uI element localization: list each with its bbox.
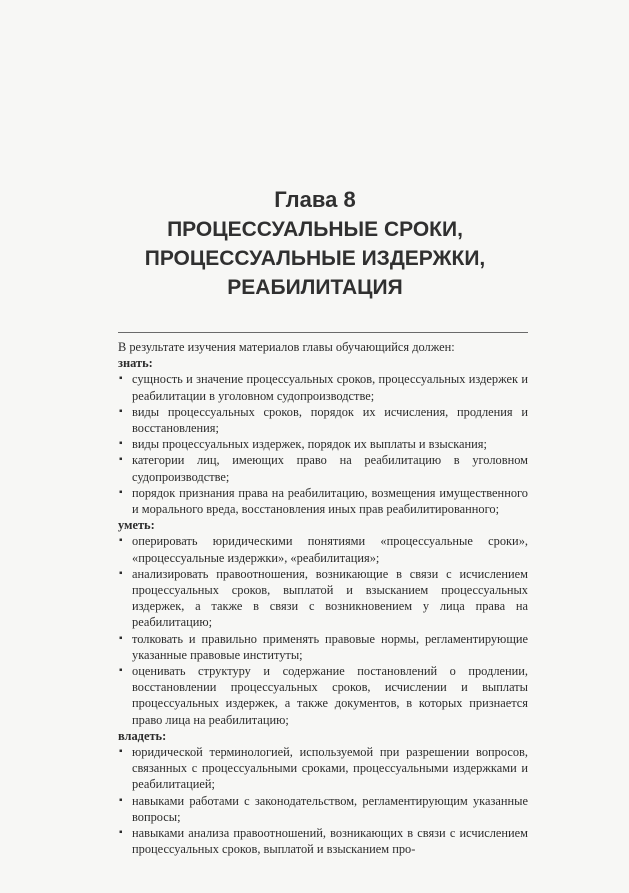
bullet-icon: ▪ <box>119 746 123 758</box>
list-item: ▪ порядок признания права на реабилитацию, возмещения имущественного и морального вреда, восстановления иных прав реабилитированного; <box>119 485 528 517</box>
learning-objectives <box>118 339 528 858</box>
can-list <box>118 533 528 727</box>
list-item: ▪ сущность и значение процессуальных сроков, процессуальных издержек и реабилитации в уголовном судопроизводстве; <box>119 372 528 403</box>
list-item: ▪ навыками работами с законодательством, регламентирующим указанные вопросы; <box>119 793 528 824</box>
bullet-icon: ▪ <box>119 665 123 677</box>
know-heading: знать: <box>118 356 153 371</box>
list-item: ▪ юридической терминологией, используемой при разрешении вопросов, связанных с процессуальными сроками, процессуальными издержками и реабилитацией; <box>119 745 528 792</box>
bullet-icon: ▪ <box>119 486 123 498</box>
can-heading: уметь: <box>118 518 155 533</box>
bullet-icon: ▪ <box>119 632 123 644</box>
chapter-title-line: ПРОЦЕССУАЛЬНЫЕ ИЗДЕРЖКИ, <box>144 247 486 270</box>
list-item: ▪ оперировать юридическими понятиями «процессуальные сроки», «процессуальные издержки», «реабилитация»; <box>119 534 528 565</box>
list-item: ▪ виды процессуальных издержек, порядок их выплаты и взыскания; <box>119 437 487 452</box>
chapter-title-line: ПРОЦЕССУАЛЬНЫЕ СРОКИ, <box>167 218 463 241</box>
list-item: ▪ оценивать структуру и содержание постановлений о продлении, восстановлении процессуальных сроков, исчислении и выплаты процессуальных издержек, а также документов, в которых признается право лица на реабилитацию; <box>119 664 528 727</box>
list-item: ▪ навыками анализа правоотношений, возникающих в связи с исчислением процессуальных сроков, выплатой и взысканием про- <box>119 826 528 857</box>
bullet-icon: ▪ <box>119 373 123 385</box>
section-divider <box>118 332 528 333</box>
bullet-icon: ▪ <box>119 405 123 417</box>
bullet-icon: ▪ <box>119 535 123 547</box>
master-list <box>118 744 528 857</box>
master-heading: владеть: <box>118 728 167 743</box>
know-list <box>118 371 528 517</box>
list-item: ▪ виды процессуальных сроков, порядок их исчисления, продления и восстановления; <box>119 404 528 436</box>
chapter-heading <box>100 186 530 302</box>
objectives-intro: В результате изучения материалов главы обучающийся должен: <box>118 340 455 354</box>
list-item: ▪ анализировать правоотношения, возникающие в связи с исчислением процессуальных сроков, выплатой и взысканием процессуальных издержек, а также в связи с возникновением у лица права на реабилитацию; <box>119 566 528 630</box>
bullet-icon: ▪ <box>119 794 123 806</box>
chapter-title <box>100 215 530 302</box>
bullet-icon: ▪ <box>119 567 123 579</box>
bullet-icon: ▪ <box>119 827 123 839</box>
bullet-icon: ▪ <box>119 454 123 466</box>
bullet-icon: ▪ <box>119 438 123 450</box>
chapter-number: Глава 8 <box>274 187 356 212</box>
chapter-title-line: РЕАБИЛИТАЦИЯ <box>227 276 403 299</box>
list-item: ▪ толковать и правильно применять правовые нормы, регламентирующие указанные правовые институты; <box>119 631 528 662</box>
list-item: ▪ категории лиц, имеющих право на реабилитацию в уголовном судопроизводстве; <box>119 453 528 484</box>
